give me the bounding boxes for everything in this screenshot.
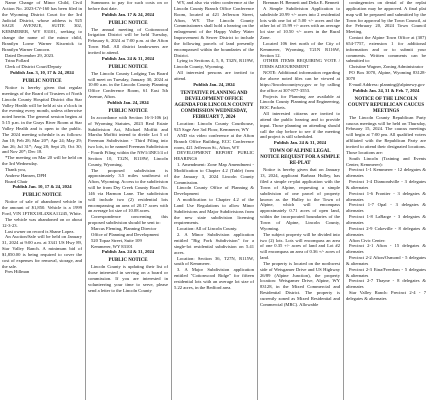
notice-paragraph: 1. Amendment: Zone Map Amendment - Modification to Chapter 4.2 (Table) from the January 3, 2024 Lincoln County Commission.	[174, 162, 254, 185]
notice-paragraph: Precinct 2-9 Cokeville - 8 delegates & alternates	[346, 225, 426, 237]
notice-heading: PUBLIC NOTICE	[108, 108, 148, 114]
notice-paragraph: contingencies on denial of the replat application may be approved. A final plat map will be prepared and submitted by the Town for approval by the Town Council, at the February 20, 2024 Town Council Meeting.	[346, 0, 426, 35]
notice-heading: TENTATIVE PLANNING AND DEVELOPMENT OFFICE AGENDA FOR LINCOLN COUNTY COMMISSION WEDNESDAY, FEBRUARY 7, 2024	[174, 90, 254, 121]
column-divider	[343, 0, 344, 400]
notice-paragraph: PO Box 3070, Alpine, Wyoming 83128-3070	[346, 70, 426, 81]
notice-paragraph: Correspondence concerning this proposed subdivision should be sent to:	[88, 214, 168, 226]
notice-paragraph: Pres Hillman	[5, 269, 30, 275]
publish-dates: Publish Jan. 17 & 24, 2024	[101, 11, 155, 17]
notice-paragraph: Lincoln County Office of Planning & Development	[174, 185, 254, 197]
notice-paragraph: Precinct 2-3 Etna/Freedom - 5 delegates & alternates	[346, 266, 426, 278]
notice-paragraph: Precinct 1-8 LaBarge - 3 delegates & alternates	[346, 214, 426, 225]
notice-heading: TOWN OF ALPINE LEGAL NOTICE REQUEST FOR A SIMPLE RE-PLAT	[260, 149, 340, 167]
notice-paragraph: Location: Lincoln County Courthouse, 925 Sage Ave 3rd Floor, Kemmerer, WY	[174, 121, 254, 132]
notice-paragraph: Kemmerer, WY 83101	[91, 243, 133, 249]
notice-paragraph: All interested persons are invited to attend.	[174, 70, 254, 81]
notice-heading: PUBLIC NOTICE	[22, 193, 62, 199]
notice-paragraph: The subject property will be divided into two (2) lots. Lots will encompass an area of one 0.35 +/- acres of land and Lot #2 will encompass an area of 0.36 +/- acres of land.	[260, 231, 340, 261]
notice-heading: PUBLIC NOTICE	[22, 78, 62, 84]
notice-paragraph: Trina Pollard	[5, 58, 30, 64]
notice-paragraph: Precinct 1-7 Opal - 3 delegates & alternates	[346, 202, 426, 214]
notice-paragraph: Lying in Sections 4, 5, 8, T32N, R119W, Lincoln County, Wyoming.	[174, 58, 254, 70]
notice-paragraph: Precinct 2-1 Afton - 15 delegates & alternates	[346, 243, 426, 255]
notice-paragraph: A modification to Chapter 4.2 of the Land Use Regulations to allow Minor Subdivisions and Major Subdivisions from the new state subdivision licensing requirements.	[174, 197, 254, 226]
notice-paragraph: Andrew Hansen, DPH	[5, 172, 47, 178]
notice-paragraph: Dated December 29, 2023.	[5, 52, 55, 58]
notice-paragraph: 2. A Minor Subdivision application entitled "Big Fork Subdivision" for a single-lot residential subdivision on 5.41 acres.	[174, 232, 254, 255]
notice-paragraph: DEVELOPMENT REPORT PUBLIC HEARINGS	[174, 150, 254, 162]
notice-heading: NOTICE OF THE LINCOLN COUNTY REPUBLICAN CAUCUS MEETINGS	[347, 96, 425, 114]
notice-paragraph: A Simple Subdivision Application to subdivide 20.99 +/- acres into 2 residential lots with one lot of 5.00 +/- acres and the other lot of 15.99 +/- acres with an average lot size of 10.50 +/- acres in the Rural Zone.	[260, 5, 340, 41]
notice-paragraph: Lincoln County is updating their list of those interested in serving on a board or commission. If you are interested in volunteering your time to serve, please send a letter to the Lincoln County	[88, 264, 168, 293]
notice-heading: PUBLIC NOTICE	[108, 258, 148, 264]
notice-paragraph: Precinct 2-2 Afton/Osmond - 5 delegates & alternates	[346, 255, 426, 266]
publish-dates: Publish Jan. 24, 2024	[107, 100, 149, 105]
notice-paragraph: Clerk of District Court/Deputy	[5, 64, 62, 70]
notice-paragraph: The annual meeting of Cottonwood Irrigation District will be held Tuesday, February 6, 2024 at 7:00 p.m. at the Afton Town Hall. All district landowners are invited to attend.	[88, 26, 168, 55]
notice-paragraph: *The meeting on Mar 20 will be held on the 3rd Wednesday.	[2, 155, 82, 167]
notice-paragraph: Christine Wagner, Zoning Administrator	[349, 64, 424, 70]
notice-paragraph: Last owner on record is Shane Lopez.	[5, 228, 75, 234]
notice-paragraph: Precinct 1-6 Frontier - 3 delegates & alternates	[346, 190, 426, 202]
notice-paragraph: Location: Section 36, T27N, R115W, south of Kemmerer.	[174, 255, 254, 267]
notice-column-2	[88, 0, 168, 400]
notice-paragraph: NOTE: Additional information regarding the above noted files can be viewed at https://lincolncountywy.gov or by calling the office at 307-877-3553.	[260, 70, 340, 93]
notice-heading: PUBLIC NOTICE	[108, 64, 148, 70]
notice-paragraph: An Auction/Sale will be held on January 31, 2024 at 9:00 a.m. at 3341 US Hwy 89, Star Valley Ranch. A minimum bid of $1,850.00 is being required to cover the cost of expenses for removal, storage, and the sale.	[2, 234, 82, 269]
notice-paragraph: AND via video conference at the Afton Branch Office Building, ECC Conference room, 421 Jefferson St., Afton, WY	[174, 132, 254, 150]
notice-paragraph: Projects for Planning are available at Lincoln County Planning and Engineering, BOC Packets.	[260, 93, 340, 111]
notice-paragraph: The Lincoln County Lodging Tax Board will meet on Tuesday, January 30, 2024 at 10:00 a.m. in the Lincoln County Planning Office Conference Room, 61 East 5th Avenue, Afton.	[88, 70, 168, 100]
publish-dates: Publish Jan. 24 & 31, 2024	[273, 140, 327, 146]
notice-paragraph: Brennan H. Bennett and Delia E. Bennett	[263, 0, 340, 5]
publish-dates: Publish Jan. 24, 31 & Feb. 7, 2024	[352, 87, 420, 93]
notice-paragraph: Board Chair	[5, 178, 28, 184]
notice-paragraph: 520 Topaz Street, Suite 109	[91, 237, 142, 243]
column-divider	[171, 0, 172, 400]
publish-dates: Publish Jan. 3, 10, 17 & 24, 2024	[10, 70, 74, 76]
notice-paragraph: The property is located on the northwest side of Weisgamer Drive and US Highway 26/89 (Alpine Junction), the property location: Weisgamer Drive, Alpine, WY 83128, in the Mixed Commercial and Residential District. The property is currently zoned as Mixed Residential and Commercial (MRC). Allowable	[260, 260, 340, 307]
notice-paragraph: Location: All of Lincoln County.	[177, 226, 238, 232]
notice-paragraph: Star Valley Ranch: Precinct 2-4 - 7 delegates & alternates	[346, 290, 426, 301]
notice-paragraph: The vehicle was abandoned on or about 12-3-23.	[2, 216, 82, 228]
notice-paragraph: E-mail Address: planning@alpinewy.gov	[349, 81, 425, 87]
notice-paragraph: In accordance with Section 16-3-106 (a) of Wyoming Statutes, 2023 Real Estate Subdivision Act, Michael Moffitt and Marsha Moffitt intend to divide Lot 5 of Freeman Subdivision - Third Filing into two lots, to be named Freeman Subdivision - Fourth Filing within the NW1/4NE1/4 of Section 10, T32N, R118W, Lincoln County, Wyoming.	[88, 114, 168, 167]
notice-column-4	[260, 0, 340, 400]
column-divider	[85, 0, 86, 400]
notice-column-1	[2, 0, 82, 400]
notice-column-5	[346, 0, 426, 400]
notice-paragraph: Precinct 1-4 Diamondville - 3 delegates & alternates	[346, 179, 426, 190]
notice-paragraph: Contact the Alpine Town Office at (307) 654-7757, extension 1 for additional information and or to submit your comments. Written comments can be submitted to:	[346, 35, 426, 64]
publish-dates: Publish Jan. 24, 2024	[193, 81, 235, 87]
notice-paragraph: Name Change of Minor Child, Civil Action No. 2023-CV-160 has been filed in the Wyoming District Court for the 3rd Judicial District, whose address is 925 SAGE AVENUE, SUITE 302, KEMMERER, WY 83101, seeking to change the name of the minor child, Brantlyn Lorne Warner Kiswnick to Brantlyn Warner Cancorn.	[2, 0, 82, 52]
notice-paragraph: All interested citizens are invited to attend the public hearing and to provide input. Those planning on attending should call the day before to see if the meeting and project is still scheduled.	[260, 111, 340, 140]
notice-paragraph: Office of Planning and Development	[91, 231, 159, 237]
notice-heading: PUBLIC NOTICE	[108, 20, 148, 26]
notice-paragraph: Summons to pay for such costs on or before that date.	[88, 0, 168, 11]
notice-paragraph: The Lincoln County Republican Party caucus meetings will be held on Thursday, February 15, 2024. The caucus meetings will begin at 7:00 pm. All qualified voters affiliated with the Republican Party are invited to attend their designated locations. Those locations are:	[346, 114, 426, 155]
notice-paragraph: South Lincoln (Training and Events Center, Kemmerer):	[346, 155, 426, 167]
notice-paragraph: Notice is hereby given that regular meetings of the Board of Trustees of North Lincoln County Hospital District dba Star Valley Health will be held at six o'clock in the evening every month, unless otherwise noted herein. The general session begins at 5:15 p.m. in the Grays River Room at Star Valley Health and is open to the public. The 2024 meeting schedule is as follows: Jan 10; Feb 28; Mar 20*; Apr 24; May 29; Jun 26; Jul 31*; Aug 28; Sept 25; Oct 30; and Nov 20*; Dec 18.	[2, 85, 82, 155]
notice-paragraph: Marcus Fleming, Planning Director	[91, 225, 157, 231]
notice-paragraph: Precinct 1-1 Kemmerer - 12 delegates & alternates	[346, 167, 426, 179]
publish-dates: Publish Jan. 10, 17 & 24, 2024	[12, 184, 72, 190]
notice-paragraph: Precinct 2-7 Thayne - 8 delegates & alternates	[346, 278, 426, 290]
notice-column-3	[174, 0, 254, 400]
notice-paragraph: The proposed subdivision is approximately 3.5 miles southwest of Afton, Wyoming. Access to the subdivision will be from Dry Creek County Road No. 146 via Harmon Lane. The subdivision will include two (2) residential lots encompassing an area of 20.17 acres with an average lot size of 10.08 acres.	[88, 167, 168, 214]
notice-paragraph: Located 106 feet north of the City of Kemmerer, Wyoming, T21N R116W, Section 12.	[260, 40, 340, 58]
notice-paragraph: 3. A Major Subdivision application entitled "Cottonwood Ridge" for fifteen residential lots with an average lot size of 5.22 acres, in the Bedford area.	[174, 267, 254, 290]
publish-dates: Publish Jan. 24 & 31, 2024	[101, 55, 155, 61]
notice-paragraph: Notice of sale of abandoned vehicle in the amount of $1,850. Vehicle is a 1999 Ford, VIN 1FTRX18L4XKA11245, White.	[2, 199, 82, 217]
notice-paragraph: Afton Civic Center:	[349, 237, 386, 243]
column-divider	[257, 0, 258, 400]
notice-paragraph: WY, and also via video conference at the Lincoln County Branch Office Conference Room, located at 421 Jefferson Street, Afton, WY. The Lincoln County Commissioners shall hold a hearing on the enlargement of the Happy Valley Water Improvement & Sewer District to include the following parcels of land presently encompassed within the boundaries of the District.	[174, 0, 254, 58]
notice-paragraph: Notice is hereby given that on January 13, 2024, applicant Barbara Hulley, has filed a simple re-plat application with the Town of Alpine, requesting a simple subdivision of one parcel of property known as the Hulley to the Town of Alpine, which will encompass approximately 0.71 acres of open land, within the incorporated boundaries of the Town of Alpine, Lincoln County, Wyoming.	[260, 167, 340, 231]
notice-paragraph: OTHER ITEMS REQUIRING VOTE / ITEMS ADJOURNMENT	[260, 58, 340, 70]
notice-paragraph: Thank you,	[5, 166, 26, 172]
publish-dates: Publish Jan. 24 & 31, 2024	[101, 249, 155, 255]
